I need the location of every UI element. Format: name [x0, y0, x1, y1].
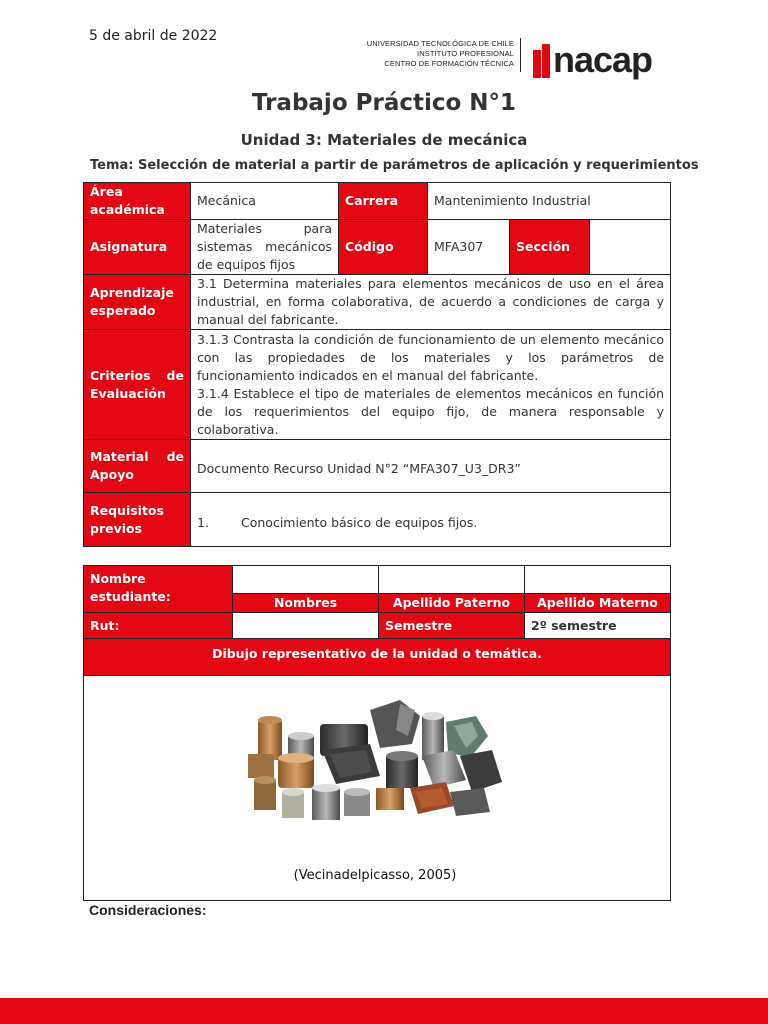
requisitos-number: 1. — [197, 514, 209, 530]
topic-line: Tema: Selección de material a partir de parámetros de aplicación y requerimientos — [90, 158, 699, 173]
asignatura-label: Asignatura — [84, 220, 191, 275]
requisitos-text: Conocimiento básico de equipos fijos. — [241, 514, 478, 530]
institution-line-1: UNIVERSIDAD TECNOLÓGICA DE CHILE — [366, 39, 514, 48]
dibujo-header: Dibujo representativo de la unidad o temática. — [84, 639, 671, 676]
aprendizaje-value: 3.1 Determina materiales para elementos mecánicos de uso en el área industrial, en forma colaborativa, de acuerdo a condiciones de carga y manual del fabricante. — [191, 275, 671, 330]
area-label: Área académica — [84, 183, 191, 220]
page-title: Trabajo Práctico N°1 — [251, 90, 517, 116]
carrera-value: Mantenimiento Industrial — [428, 183, 671, 220]
apellido-materno-header: Apellido Materno — [525, 594, 671, 613]
metal-samples-image — [240, 696, 510, 832]
consideraciones-heading: Consideraciones: — [89, 902, 207, 918]
course-info-table — [83, 182, 671, 547]
aprendizaje-label: Aprendizaje esperado — [84, 275, 191, 330]
rut-input[interactable] — [233, 613, 379, 639]
codigo-value: MFA307 — [428, 220, 510, 275]
asignatura-value: Materiales para sistemas mecánicos de equipos fijos — [191, 220, 339, 275]
image-citation: (Vecinadelpicasso, 2005) — [293, 868, 457, 883]
footer-bar — [0, 998, 768, 1024]
institution-name — [367, 39, 514, 69]
semestre-value: 2º semestre — [525, 613, 671, 639]
material-label: Material de Apoyo — [84, 440, 191, 493]
seccion-label: Sección — [510, 220, 590, 275]
inacap-logo — [533, 36, 652, 78]
requisitos-value — [191, 493, 671, 547]
criterios-value — [191, 330, 671, 440]
unit-subtitle: Unidad 3: Materiales de mecánica — [240, 131, 528, 149]
nombres-input[interactable] — [233, 566, 379, 594]
codigo-label: Código — [339, 220, 428, 275]
criterio-3-1-4: 3.1.4 Establece el tipo de materiales de elementos mecánicos en función de los requerimientos del equipo fijo, de manera responsable y colaborativa. — [197, 385, 665, 437]
seccion-value — [590, 220, 671, 275]
nombre-estudiante-label: Nombre estudiante: — [84, 566, 233, 613]
institution-line-3: CENTRO DE FORMACIÓN TÉCNICA — [384, 59, 514, 68]
logo-divider — [520, 38, 521, 72]
semestre-label: Semestre — [379, 613, 525, 639]
apellido-paterno-header: Apellido Paterno — [379, 594, 525, 613]
inacap-logo-text: nacap — [553, 39, 653, 80]
apellido-materno-input[interactable] — [525, 566, 671, 594]
area-value: Mecánica — [191, 183, 339, 220]
criterio-3-1-3: 3.1.3 Contrasta la condición de funcionamiento de un elemento mecánico con las propiedades de los materiales y los parámetros de funcionamiento indicados en el manual del fabricante. — [197, 331, 665, 383]
document-date: 5 de abril de 2022 — [89, 28, 218, 44]
criterios-label: Criterios de Evaluación — [84, 330, 191, 440]
rut-label: Rut: — [84, 613, 233, 639]
inacap-logo-mark — [533, 44, 551, 78]
material-value: Documento Recurso Unidad N°2 “MFA307_U3_DR3” — [191, 440, 671, 493]
apellido-paterno-input[interactable] — [379, 566, 525, 594]
requisitos-label: Requisitos previos — [84, 493, 191, 547]
nombres-header: Nombres — [233, 594, 379, 613]
institution-line-2: INSTITUTO PROFESIONAL — [417, 49, 514, 58]
carrera-label: Carrera — [339, 183, 428, 220]
